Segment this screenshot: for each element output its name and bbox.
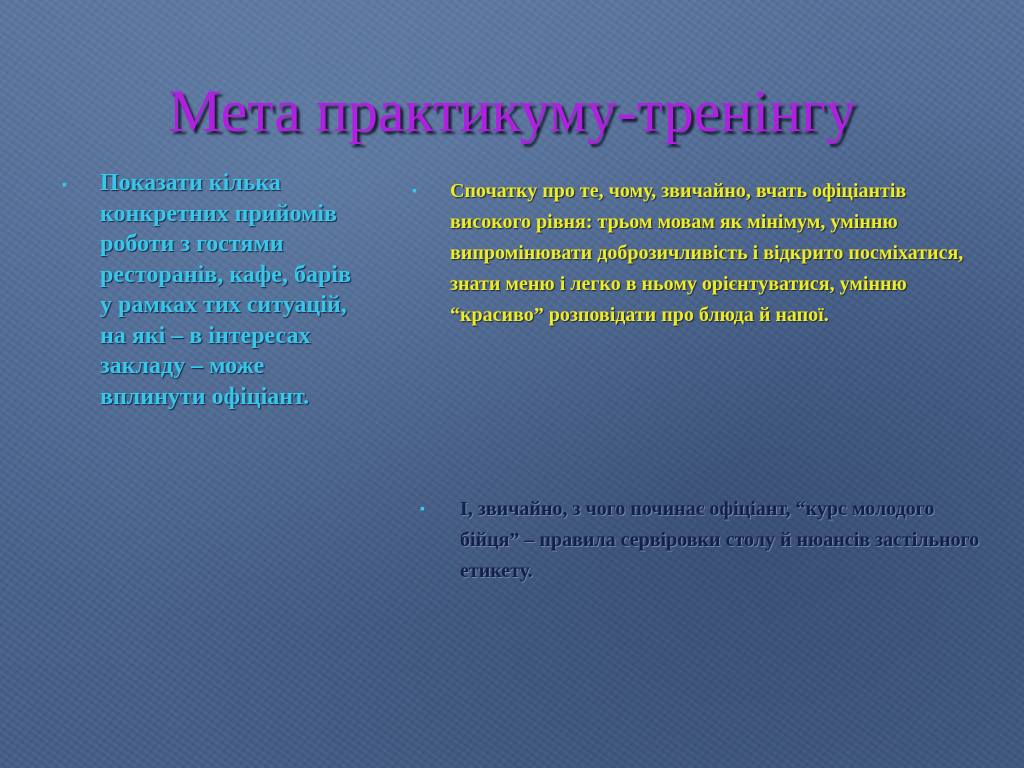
left-bullet-text: Показати кілька конкретних прийомів роботи з гостями ресторанів, кафе, барів у рамках тих ситуацій, на які – в інтересах закладу – може вплинути офіціант. [100, 170, 351, 410]
left-bullet [62, 168, 352, 412]
bottom-bullet [420, 494, 980, 587]
right-bullet-text: Спочатку про те, чому, звичайно, вчать офіціантів високого рівня: трьом мовам як мінімум, умінню випромінювати доброзичливість і відкрито посміхатися, знати меню і легко в ньому орієнтуватися, умінню “красиво” розповідати про блюда й напої. [450, 180, 964, 326]
right-bullet [412, 176, 972, 331]
slide-title: Мета практикуму-тренінгу [168, 78, 856, 144]
bottom-bullet-text: І, звичайно, з чого починає офіціант, “курс молодого бійця” – правила сервіровки столу й нюансів застільного етикету. [460, 498, 980, 582]
square-bullet-icon: ▪ [412, 184, 417, 199]
square-bullet-icon: ▪ [62, 178, 67, 193]
square-bullet-icon: ▪ [420, 502, 425, 517]
